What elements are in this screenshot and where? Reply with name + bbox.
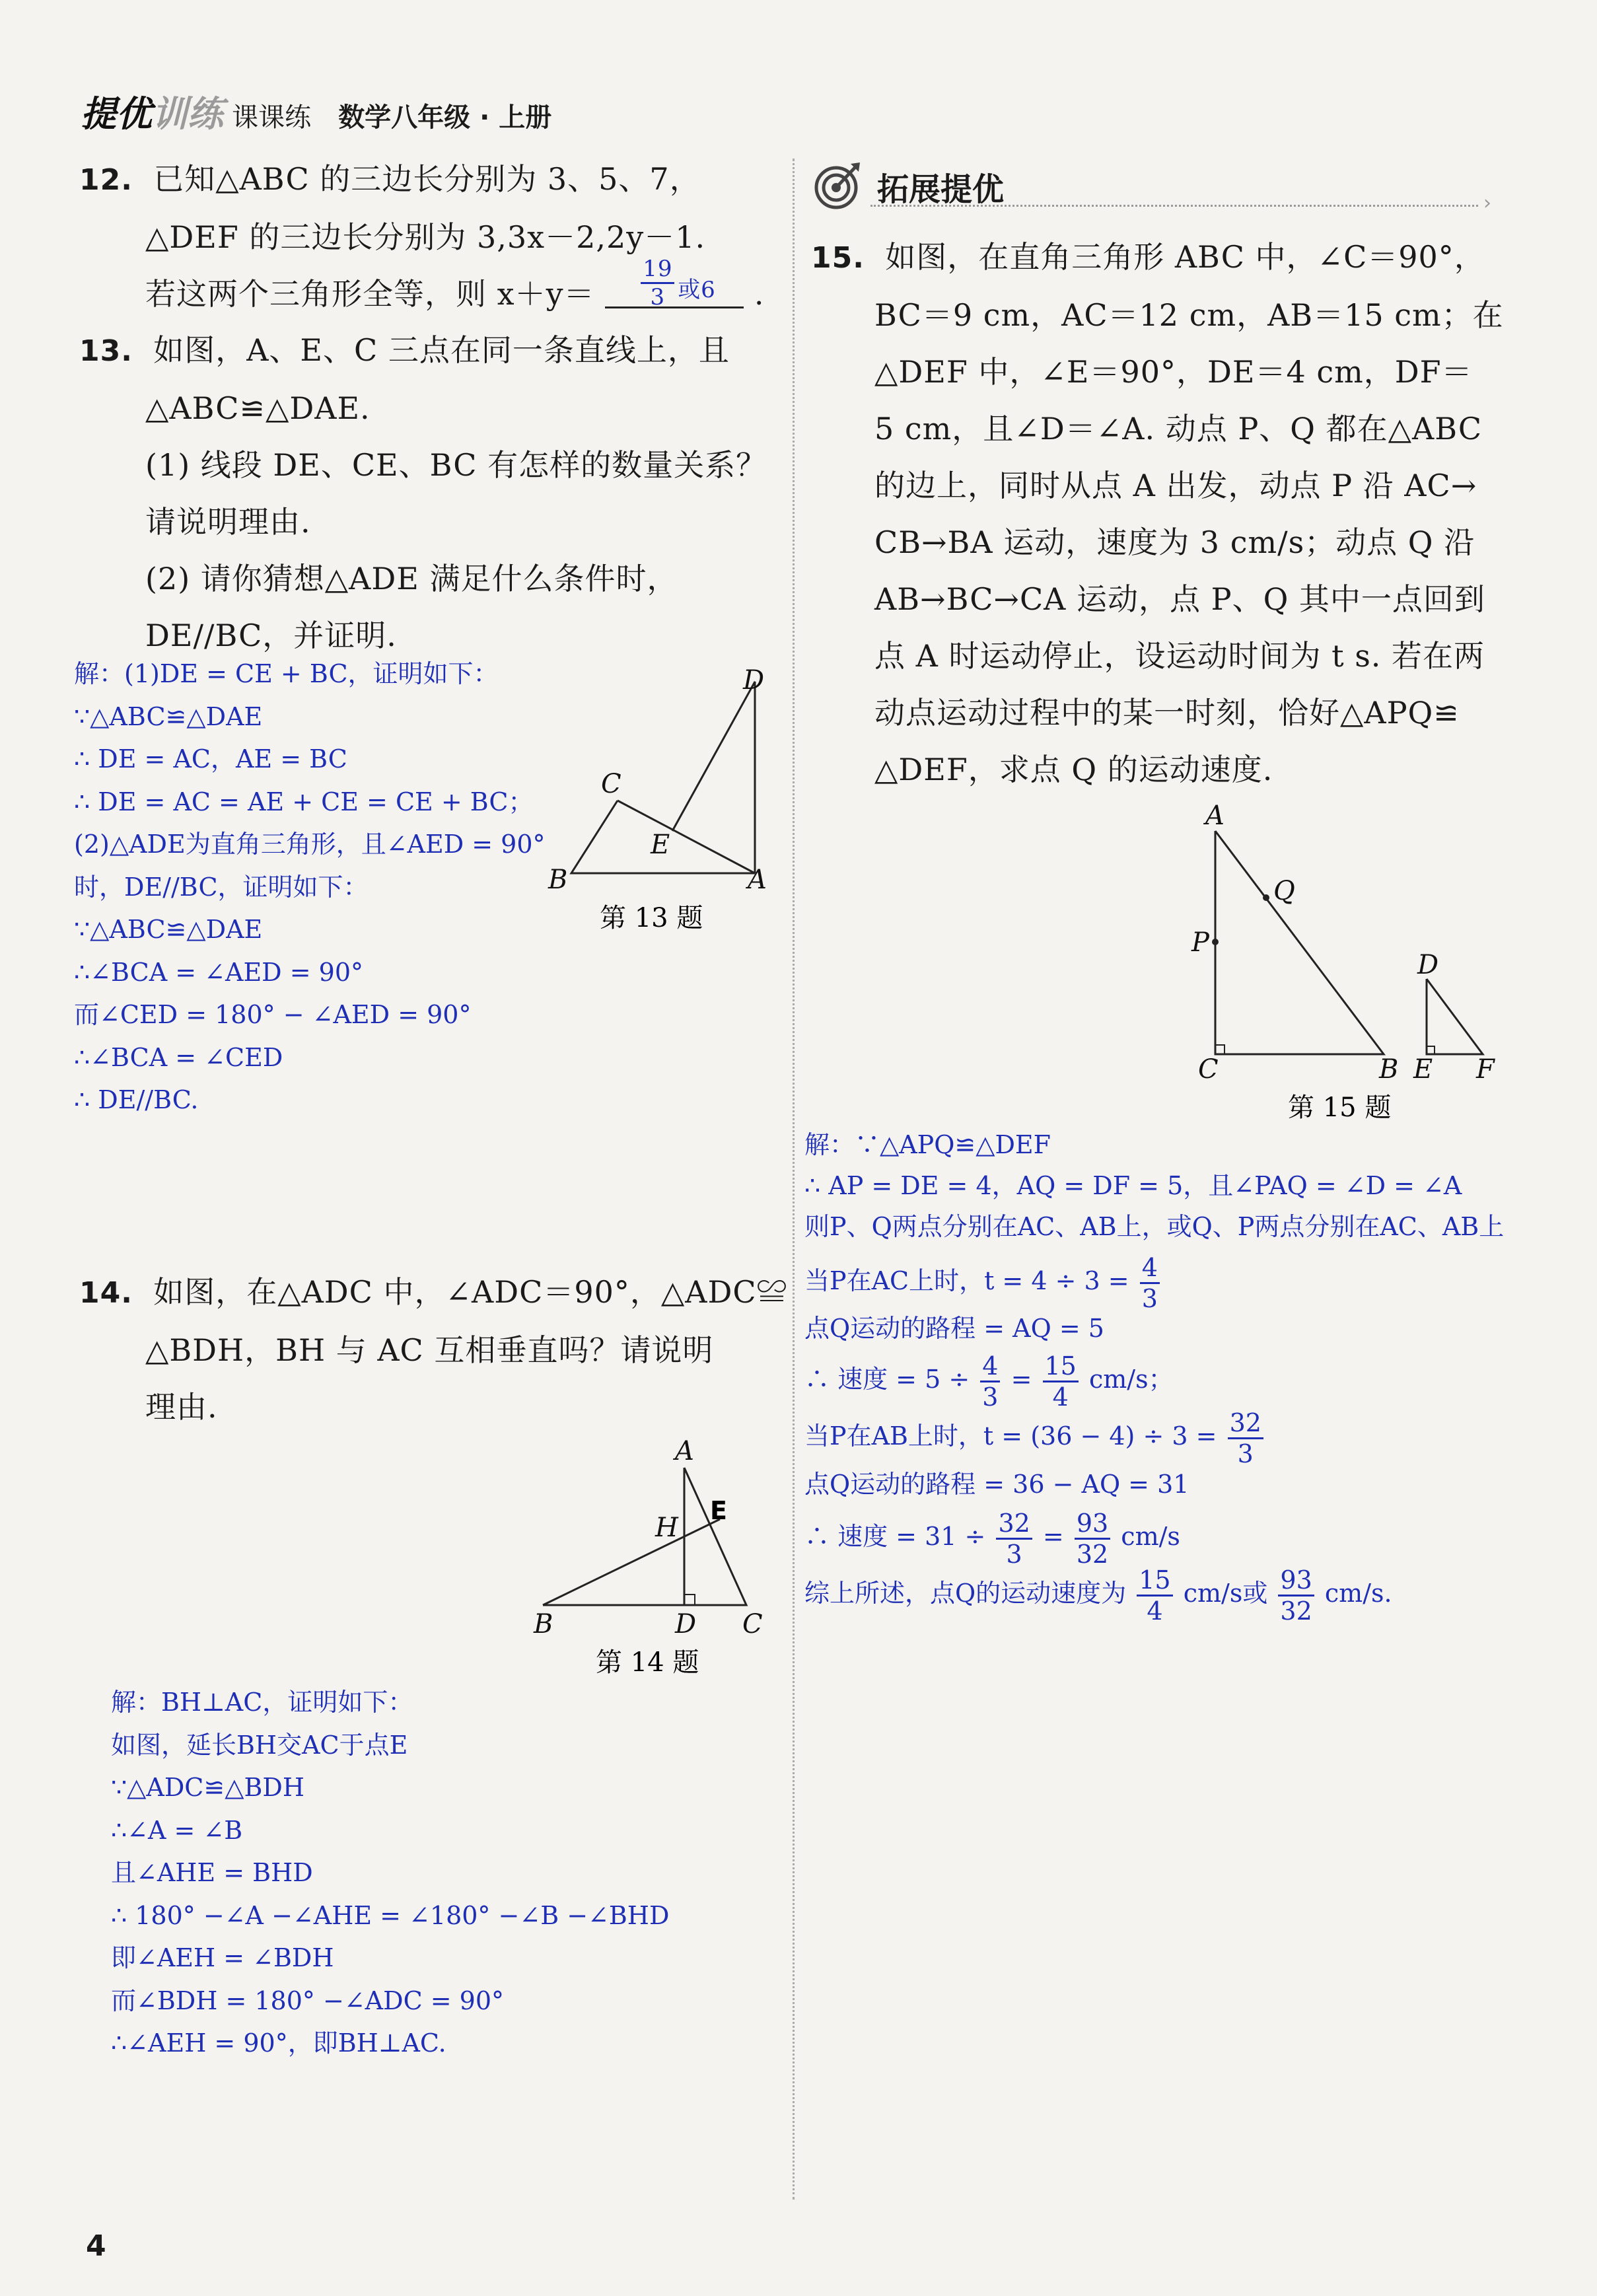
equals-sign: = (1011, 1365, 1032, 1394)
solution-text: cm/s或 (1183, 1579, 1268, 1608)
question-12 (79, 151, 764, 322)
q12-answer-blank (605, 256, 744, 310)
q15-triangle-abc (1215, 831, 1384, 1054)
solution-text: ∴ 速度 = 5 ÷ (804, 1365, 970, 1394)
brand-logo-b: 训练 (152, 93, 223, 135)
solution-line: ∵△ABC≌△DAE (74, 701, 263, 731)
solution-text: 综上所述，点Q的运动速度为 (804, 1579, 1127, 1608)
q13-line-5: (2) 请你猜想△ADE 满足什么条件时， (145, 561, 678, 596)
solution-text: ∴ 速度 = 31 ÷ (804, 1522, 986, 1551)
q14-label-c: C (742, 1609, 763, 1639)
section-header (811, 161, 1491, 214)
solution-line: 即∠AEH = ∠BDH (111, 1943, 334, 1972)
solution-line: 而∠CED = 180° − ∠AED = 90° (74, 1000, 472, 1029)
q15-label-b: B (1379, 1054, 1399, 1085)
q13-caption: 第 13 题 (600, 903, 703, 933)
q12-line-2: △DEF 的三边长分别为 3,3x－2,2y－1. (145, 219, 706, 255)
q13-label-a: A (748, 865, 767, 895)
fraction (1228, 1410, 1263, 1466)
q14-label-b: B (534, 1609, 553, 1639)
q15-line-4: 5 cm，且∠D＝∠A. 动点 P、Q 都在△ABC (874, 411, 1483, 447)
q12-answer-num: 19 (641, 258, 674, 284)
solution-text: 当P在AC上时，t = 4 ÷ 3 = (804, 1266, 1129, 1295)
fraction-den: 4 (1052, 1382, 1069, 1412)
series-name: 课课练 (232, 102, 312, 133)
solution-line: 且∠AHE = BHD (111, 1858, 313, 1887)
solution-line (804, 1253, 1504, 1313)
section-underline (870, 205, 1478, 207)
fraction (1075, 1511, 1110, 1567)
solution-line: ∴ DE = AC，AE = BC (74, 744, 347, 773)
fraction-den: 32 (1076, 1540, 1109, 1569)
q14-label-a: A (675, 1436, 694, 1466)
q15-figure (1176, 793, 1499, 1136)
solution-line: ∴ DE = AC = AE + CE = CE + BC； (74, 787, 534, 816)
q15-line-10: △DEF，求点 Q 的运动速度. (874, 752, 1273, 787)
solution-line: 如图，延长BH交AC于点E (111, 1730, 408, 1760)
fraction-num: 4 (1140, 1255, 1160, 1284)
q14-figure (528, 1427, 779, 1684)
q15-label-e: E (1413, 1054, 1433, 1085)
solution-line: 解：∵△APQ≌△DEF (804, 1130, 1051, 1159)
q13-label-e: E (651, 830, 670, 860)
q15-line-9: 动点运动过程中的某一时刻，恰好△APQ≌ (874, 695, 1460, 731)
solution-line: ∴ 180° −∠A −∠AHE = ∠180° −∠B −∠BHD (111, 1900, 670, 1930)
q14-line-1: 如图，在△ADC 中，∠ADC＝90°，△ADC≌ (153, 1274, 788, 1310)
q14-solution (111, 1681, 669, 2065)
question-14 (79, 1264, 788, 1435)
q15-label-d: D (1417, 950, 1439, 980)
solution-line: ∵△ADC≌△BDH (111, 1773, 304, 1802)
solution-line (804, 1565, 1504, 1626)
q15-label-q: Q (1273, 876, 1295, 906)
q15-line-6: CB→BA 运动，速度为 3 cm/s；动点 Q 沿 (874, 524, 1475, 560)
q14-triangle-adc (684, 1468, 746, 1605)
solution-line (804, 1408, 1504, 1468)
solution-line: 解：BH⊥AC，证明如下： (111, 1688, 413, 1717)
solution-line: ∴∠BCA = ∠CED (74, 1042, 283, 1072)
q13-figure (542, 661, 779, 938)
q13-line-6: DE//BC，并证明. (145, 618, 397, 653)
solution-line: ∴∠AEH = 90°，即BH⊥AC. (111, 2028, 446, 2058)
question-number: 14. (79, 1276, 133, 1310)
fraction-den: 32 (1280, 1596, 1312, 1626)
q13-solution (74, 653, 546, 1122)
fraction (996, 1511, 1032, 1567)
fraction-den: 4 (1147, 1596, 1163, 1626)
q13-line-1: 如图，A、E、C 三点在同一条直线上，且 (153, 332, 730, 368)
q15-right-angle-c (1215, 1045, 1224, 1054)
q15-label-f: F (1476, 1054, 1495, 1085)
q12-answer-fraction (641, 258, 674, 308)
q15-right-angle-e (1427, 1046, 1435, 1054)
solution-line: 解：(1)DE = CE + BC，证明如下： (74, 659, 499, 688)
q13-line-3: (1) 线段 DE、CE、BC 有怎样的数量关系？ (145, 447, 767, 483)
q14-label-h: H (655, 1513, 678, 1543)
q14-caption: 第 14 题 (596, 1647, 699, 1678)
solution-line: ∵△ABC≌△DAE (74, 915, 263, 944)
question-number: 13. (79, 334, 133, 368)
fraction (1137, 1567, 1172, 1624)
fraction (1140, 1255, 1160, 1311)
fraction (980, 1353, 1000, 1410)
solution-line (804, 1508, 1504, 1569)
q15-caption: 第 15 题 (1288, 1093, 1392, 1123)
q12-answer-den: 3 (650, 284, 666, 310)
solution-line: ∴ AP = DE = 4，AQ = DF = 5，且∠PAQ = ∠D = ∠A (804, 1171, 1462, 1200)
q15-label-c: C (1198, 1054, 1219, 1085)
fraction-num: 32 (996, 1511, 1032, 1540)
page-number: 4 (86, 2229, 106, 2263)
q15-line-7: AB→BC→CA 运动，点 P、Q 其中一点回到 (874, 581, 1485, 617)
q14-right-angle-mark (684, 1595, 695, 1605)
q14-line-3: 理由. (145, 1389, 218, 1425)
solution-line: 而∠BDH = 180° −∠ADC = 90° (111, 1986, 504, 2015)
solution-line: (2)△ADE为直角三角形，且∠AED = 90° (74, 830, 546, 859)
q12-end: . (754, 276, 765, 312)
fraction-den: 3 (1237, 1439, 1254, 1468)
solution-line: 时，DE//BC，证明如下： (74, 872, 369, 902)
solution-line (804, 1351, 1504, 1412)
fraction-num: 4 (980, 1353, 1000, 1382)
equals-sign: = (1042, 1522, 1064, 1551)
section-title: 拓展提优 (877, 171, 1005, 208)
q15-line-1: 如图，在直角三角形 ABC 中，∠C＝90°， (885, 239, 1485, 275)
fraction (1043, 1353, 1079, 1410)
q14-segment-bh (543, 1519, 720, 1605)
solution-line: ∴∠BCA = ∠AED = 90° (74, 957, 364, 987)
solution-line: 则P、Q两点分别在AC、AB上，或Q、P两点分别在AC、AB上 (804, 1212, 1505, 1241)
fraction-num: 15 (1137, 1567, 1172, 1596)
subject-name: 数学八年级 · 上册 (338, 102, 552, 133)
q12-line-3: 若这两个三角形全等，则 x＋y＝ (145, 276, 595, 312)
question-15 (811, 229, 1504, 798)
solution-text: 当P在AB上时，t = (36 − 4) ÷ 3 = (804, 1421, 1217, 1451)
fraction-num: 15 (1043, 1353, 1079, 1382)
q13-label-b: B (548, 865, 568, 895)
q13-line-4: 请说明理由. (145, 504, 311, 540)
q13-label-d: D (743, 665, 765, 696)
solution-line: ∴∠A = ∠B (111, 1815, 243, 1845)
solution-line: 点Q运动的路程 = 36 − AQ = 31 (804, 1470, 1189, 1499)
unit-text: cm/s. (1324, 1579, 1392, 1608)
q13-label-c: C (601, 769, 621, 799)
question-number: 12. (79, 163, 133, 197)
fraction-num: 32 (1228, 1410, 1263, 1439)
q12-answer-tail: 或6 (678, 277, 716, 303)
fraction-den: 3 (1006, 1540, 1022, 1569)
q15-point-p (1212, 939, 1219, 945)
q15-line-8: 点 A 时运动停止，设运动时间为 t s. 若在两 (874, 638, 1485, 674)
q15-solution (804, 1125, 1505, 1626)
fraction-num: 93 (1075, 1511, 1110, 1540)
page-header (81, 86, 551, 139)
q15-label-a: A (1205, 801, 1224, 831)
q15-triangle-def (1427, 979, 1483, 1054)
brand-logo-a: 提优 (81, 93, 152, 135)
q15-point-q (1263, 894, 1269, 901)
q12-line-1: 已知△ABC 的三边长分别为 3、5、7， (153, 161, 701, 197)
q13-line-2: △ABC≌△DAE. (145, 390, 371, 426)
q14-label-d: D (675, 1609, 697, 1639)
q13-triangle-dae (672, 682, 755, 873)
question-number: 15. (811, 241, 865, 275)
q14-label-e: E (710, 1496, 727, 1525)
unit-text: cm/s； (1088, 1365, 1174, 1394)
unit-text: cm/s (1121, 1522, 1180, 1551)
chevron-right-icon: › (1483, 192, 1491, 215)
column-divider (793, 159, 795, 2200)
q15-label-p: P (1191, 927, 1209, 958)
fraction-num: 93 (1278, 1567, 1314, 1596)
q15-line-3: △DEF 中，∠E＝90°，DE＝4 cm，DF＝ (874, 354, 1473, 390)
fraction (1278, 1567, 1314, 1624)
q15-line-2: BC＝9 cm，AC＝12 cm，AB＝15 cm；在 (874, 297, 1504, 333)
q14-line-2: △BDH，BH 与 AC 互相垂直吗？请说明 (145, 1332, 714, 1368)
fraction-den: 3 (982, 1382, 999, 1412)
question-13 (79, 322, 767, 664)
fraction-den: 3 (1141, 1284, 1158, 1313)
q15-line-5: 的边上，同时从点 A 出发，动点 P 沿 AC→ (874, 468, 1477, 503)
solution-line: 点Q运动的路程 = AQ = 5 (804, 1314, 1104, 1343)
target-icon (811, 161, 861, 211)
solution-line: ∴ DE//BC. (74, 1085, 199, 1114)
